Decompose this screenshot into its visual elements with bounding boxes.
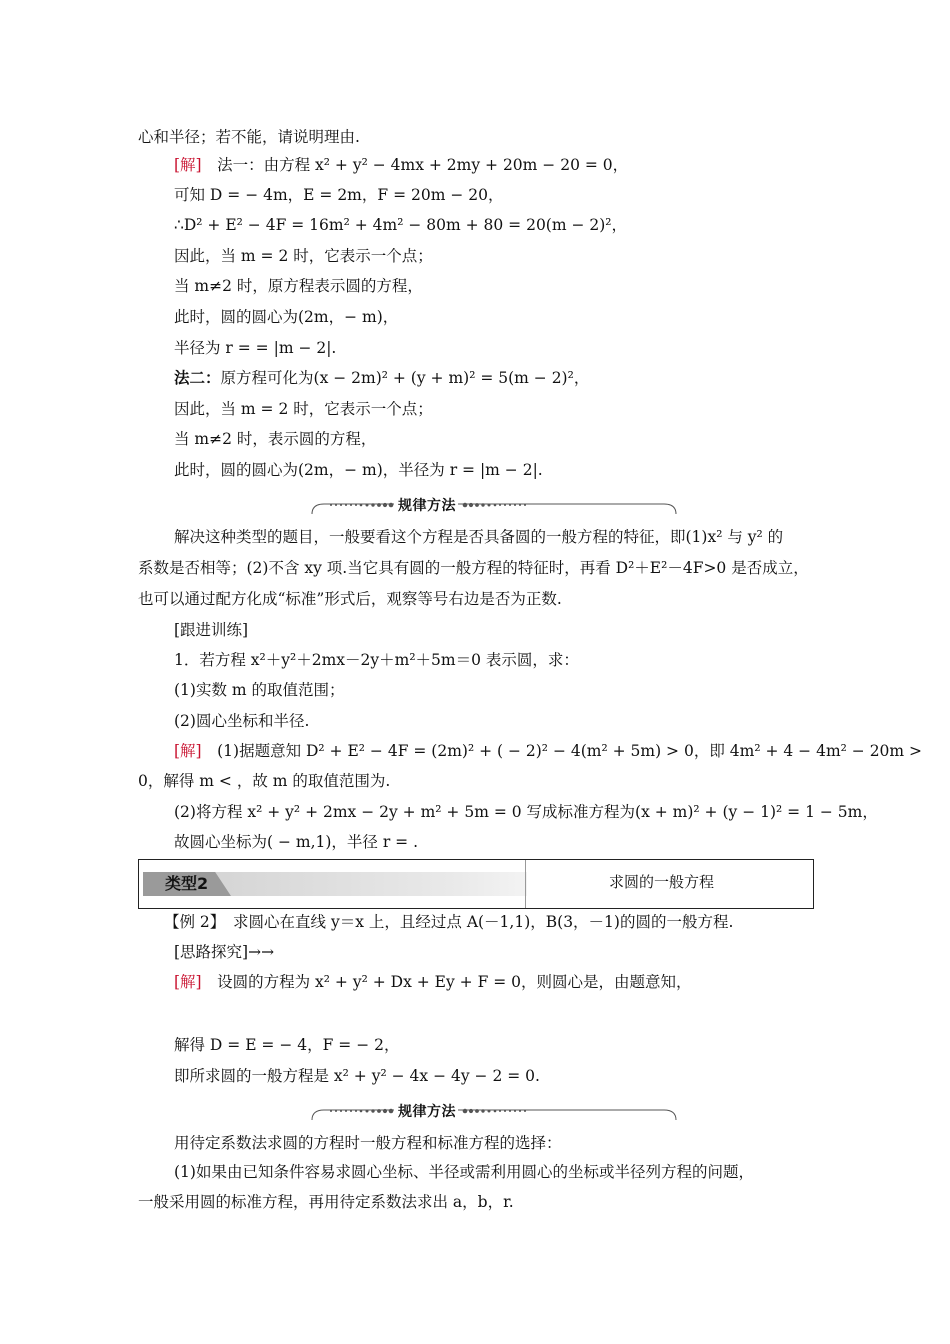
text-line [174,368,589,388]
text-line: 解决这种类型的题目，一般要看这个方程是否具备圆的一般方程的特征，即(1)x² 与 y² 的 [174,528,784,546]
method-text: 原方程可化为(x − 2m)² + (y + m)² = 5(m − 2)²， [220,369,590,387]
method-banner [310,496,678,516]
example-line: 【例 2】 求圆心在直线 y＝x 上，且经过点 A(－1,1)，B(3，－1)的圆的一般方程. [164,913,734,931]
dots-decoration [328,1108,396,1114]
method-banner [310,1102,678,1122]
text-line: (2)将方程 x² + y² + 2mx − 2y + m² + 5m = 0 写成标准方程为(x + m)² + (y − 1)² = 1 − 5m， [174,803,878,821]
text-line: 故圆心坐标为( − m,1)，半径 r = . [174,833,419,851]
section-label: [跟进训练] [174,621,249,639]
solution-tag: [解] [174,742,202,760]
solution-tag: [解] [174,156,202,174]
text-line: (1)如果由已知条件容易求圆心坐标、半径或需利用圆心的坐标或半径列方程的问题， [174,1163,754,1181]
text-line: 因此，当 m = 2 时，它表示一个点； [174,247,433,265]
solution-text: 法一：由方程 x² + y² − 4mx + 2my + 20m − 20 = 0， [201,156,629,174]
banner-title: 规律方法 [398,498,456,514]
text-line: 当 m≠2 时，表示圆的方程， [174,430,377,448]
type-bar [143,872,527,896]
solution-line [174,972,692,992]
text-line: 即所求圆的一般方程是 x² + y² − 4x − 4y − 2 = 0. [174,1067,540,1085]
dots-decoration [460,1108,528,1114]
text-line: 系数是否相等；(2)不含 xy 项.当它具有圆的一般方程的特征时，再看 D²＋E²－4F>0 是否成立， [138,559,809,577]
dots-decoration [328,502,396,508]
text-line: 一般采用圆的标准方程，再用待定系数法求出 a，b，r. [138,1193,514,1211]
text-line: 此时，圆的圆心为(2m，− m)， [174,308,399,326]
method-label: 法二： [174,368,221,387]
solution-text: 设圆的方程为 x² + y² + Dx + Ey + F = 0，则圆心是，由题意知， [201,973,692,991]
banner-title: 规律方法 [398,1104,456,1120]
text-line: 半径为 r = = |m − 2|. [174,339,337,357]
solution-line [174,741,922,761]
type-tag: 类型2 [165,874,209,893]
solution-text: (1)据题意知 D² + E² − 4F = (2m)² + ( − 2)² − 4(m² + 5m) > 0，即 4m² + 4 − 4m² − 20m > [201,742,923,760]
text-line: 可知 D = − 4m，E = 2m，F = 20m − 20， [174,186,504,204]
divider [525,860,526,908]
text-line: (2)圆心坐标和半径. [174,712,310,730]
text-line: 心和半径；若不能，请说明理由. [138,128,360,146]
text-line: 1．若方程 x²＋y²＋2mx－2y＋m²＋5m＝0 表示圆，求： [174,651,579,669]
text-line: 用待定系数法求圆的方程时一般方程和标准方程的选择： [174,1134,562,1152]
type-title: 求圆的一般方程 [609,873,715,891]
text-line: (1)实数 m 的取值范围； [174,681,345,699]
text-line: 0，解得 m < ，故 m 的取值范围为. [138,772,391,790]
solution-line [174,155,628,175]
dots-decoration [460,502,528,508]
solution-tag: [解] [174,973,202,991]
text-line: ∴D² + E² − 4F = 16m² + 4m² − 80m + 80 = 20(m − 2)²， [174,216,628,234]
text-line: 此时，圆的圆心为(2m，− m)，半径为 r = |m − 2|. [174,461,543,479]
type-header-box [138,859,814,909]
text-line: 也可以通过配方化成“标准”形式后，观察等号右边是否为正数. [138,590,562,608]
text-line: 因此，当 m = 2 时，它表示一个点； [174,400,433,418]
text-line: 解得 D = E = − 4，F = − 2， [174,1036,400,1054]
section-label: [思路探究]→→ [174,943,275,961]
text-line: 当 m≠2 时，原方程表示圆的方程， [174,277,423,295]
